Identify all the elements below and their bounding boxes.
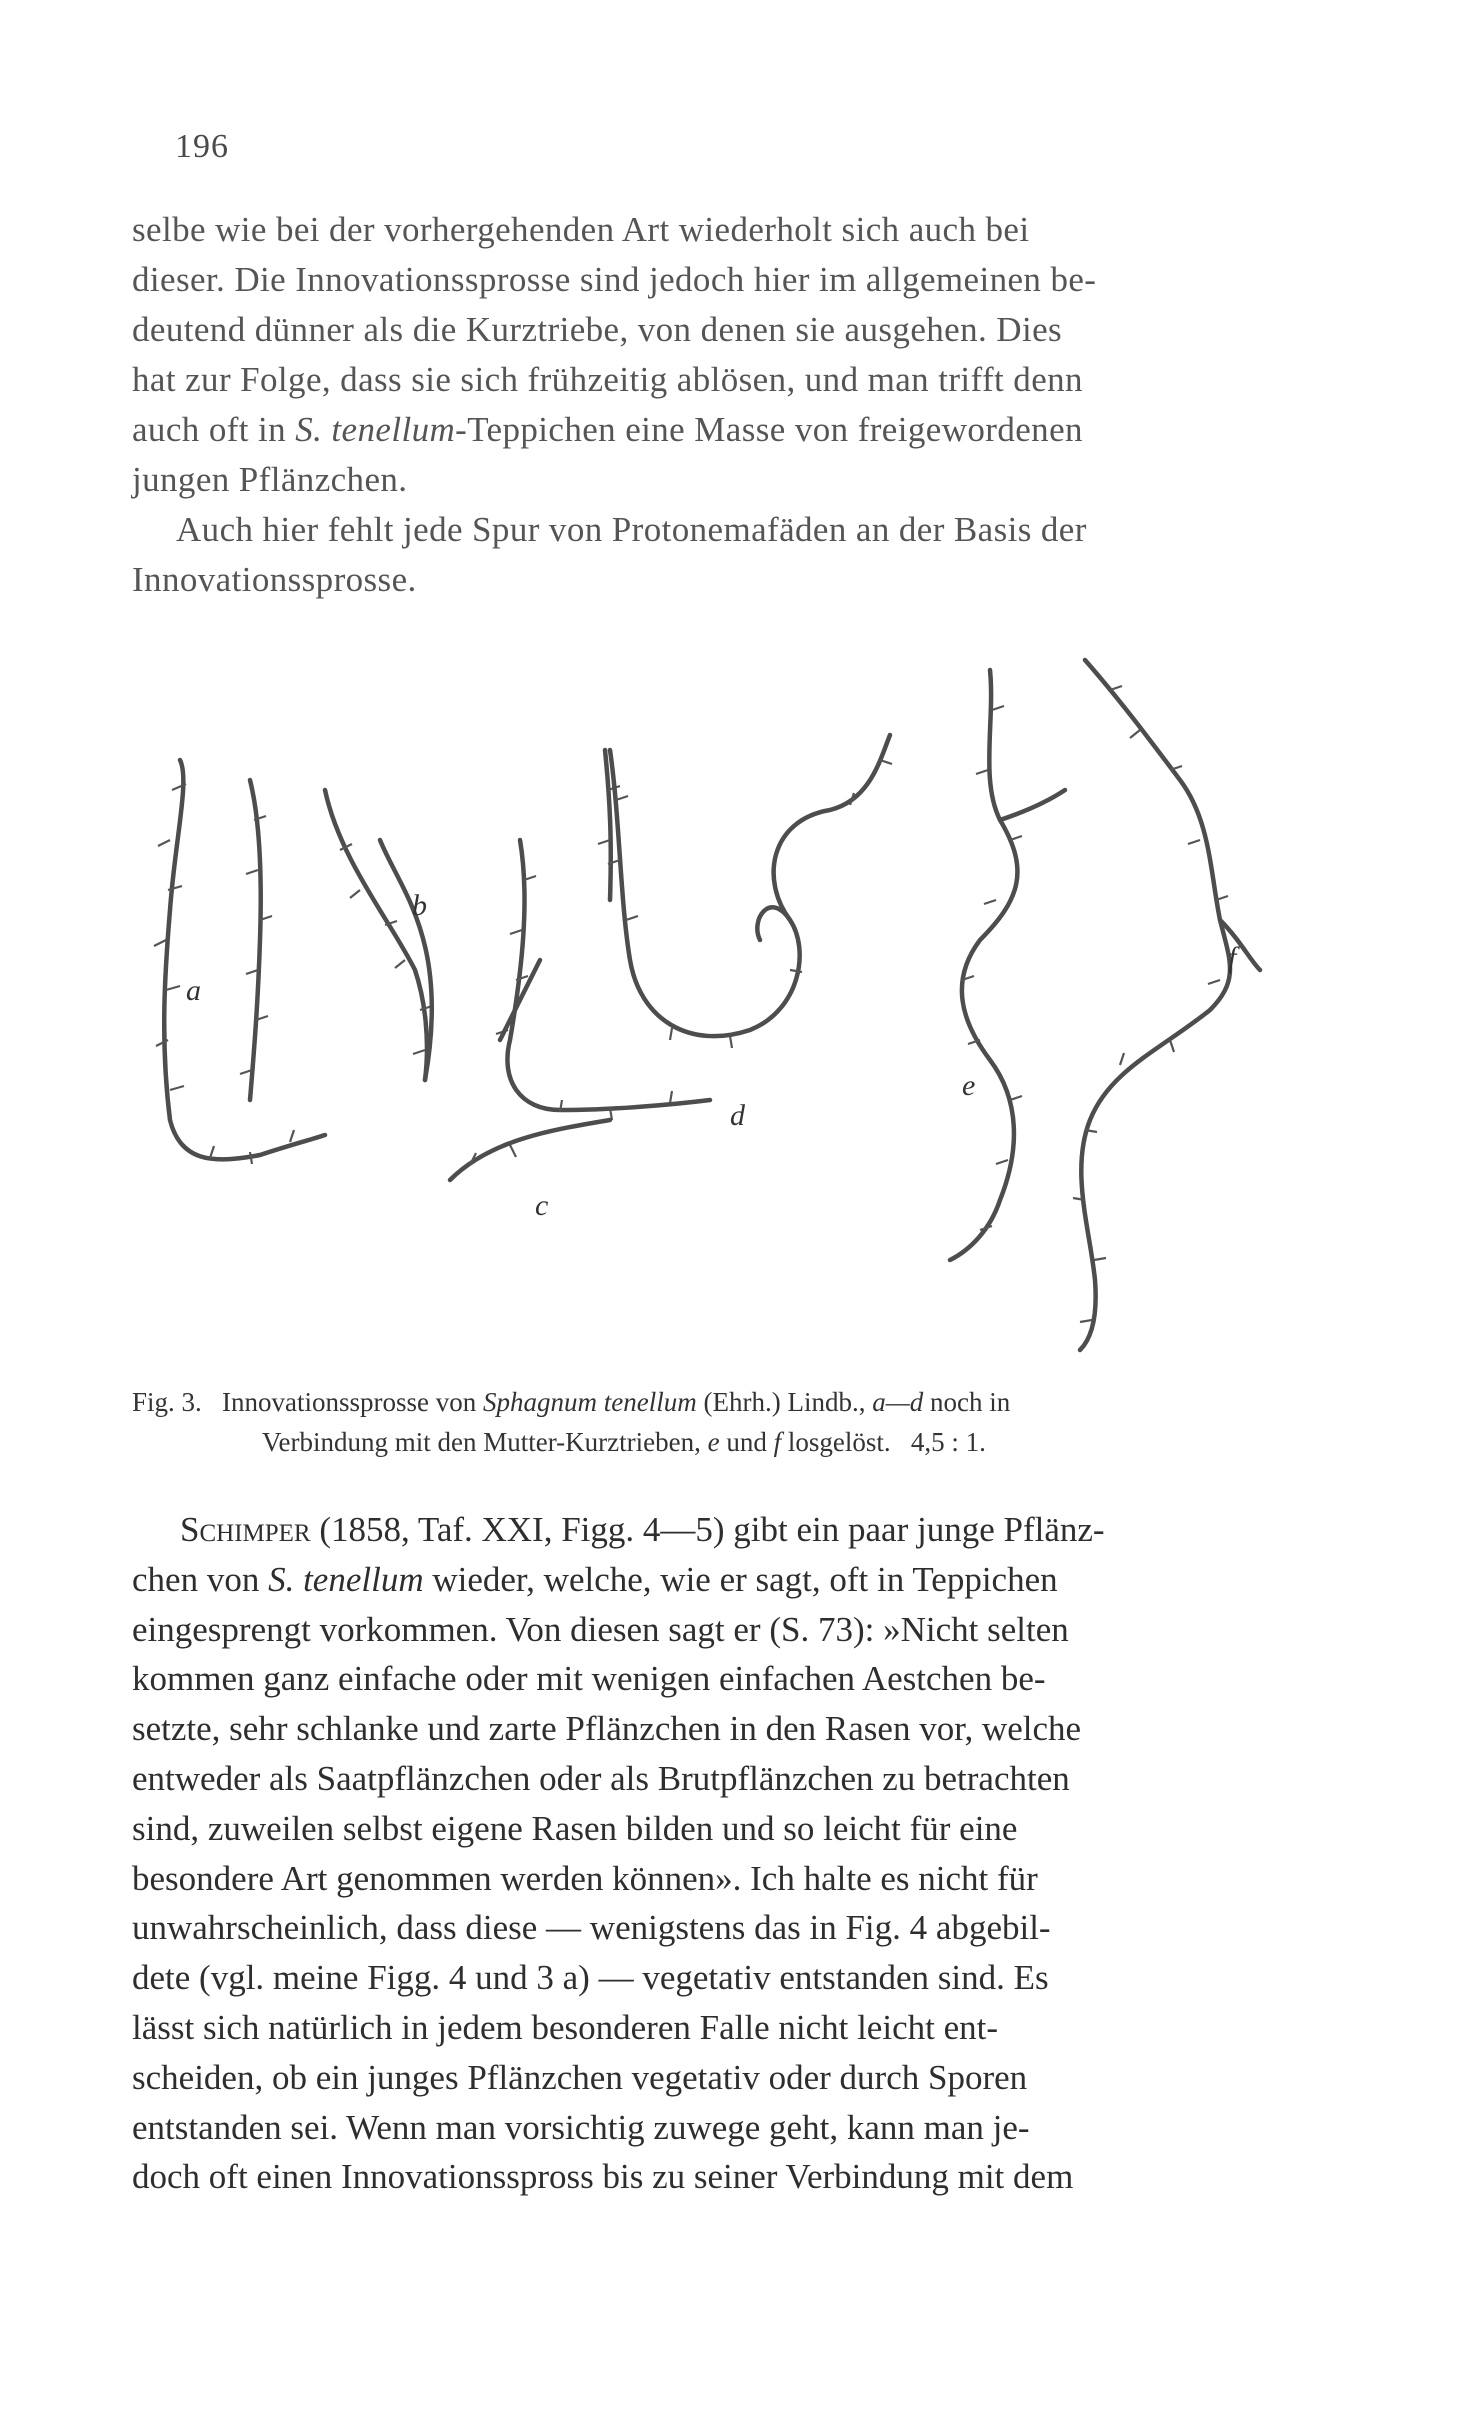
text-line: jungen Pflänzchen. [132,460,408,499]
text-line: scheiden, ob ein junges Pflänzchen vegetativ oder durch Sporen [132,2057,1028,2097]
text-line: entweder als Saatpflänzchen oder als Brutpflänzchen zu betrachten [132,1758,1070,1798]
text-line [132,1505,1394,1555]
text-line: eingesprengt vorkommen. Von diesen sagt er (S. 73): »Nicht selten [132,1609,1069,1649]
text-span: (1858, Taf. XXI, Figg. 4—5) gibt ein paar junge Pflänz- [310,1510,1105,1549]
caption-f: f [773,1427,782,1457]
caption-text: (Ehrh.) Lindb., [703,1387,866,1417]
upper-text [132,205,1394,605]
caption-text: Innovationssprosse von [222,1387,477,1417]
text-line [132,1555,1394,1605]
lower-text [132,1505,1394,2202]
text-line: selbe wie bei der vorhergehenden Art wiederholt sich auch bei [132,210,1030,249]
text-line: setzte, sehr schlanke und zarte Pflänzchen in den Rasen vor, welche [132,1709,1082,1749]
page-number: 196 [175,128,229,165]
text-span: auch oft in [132,410,296,449]
text-line: Innovationssprosse. [132,560,417,599]
label-d: d [730,1099,745,1132]
shoot-b [325,790,432,1080]
label-a: a [186,974,201,1007]
text-line: lässt sich natürlich in jedem besonderen Falle nicht leicht ent- [132,2007,998,2047]
caption-text: Verbindung mit den Mutter-Kurztrieben, [262,1427,701,1457]
text-line: hat zur Folge, dass sie sich frühzeitig ablösen, und man trifft denn [132,360,1083,399]
caption-range: a—d [872,1387,924,1417]
label-b: b [412,889,427,922]
text-line [132,405,1394,455]
shoot-a [154,760,325,1164]
text-line: doch oft einen Innovationsspross bis zu seiner Verbindung mit dem [132,2157,1074,2197]
text-line: unwahrscheinlich, dass diese — wenigstens das in Fig. 4 abgebil- [132,1908,1051,1948]
text-line: kommen ganz einfache oder mit wenigen einfachen Aestchen be- [132,1659,1046,1699]
label-f: f [1228,941,1237,974]
label-e: e [962,1069,976,1102]
text-span: chen von [132,1559,269,1599]
text-line: sind, zuweilen selbst eigene Rasen bilden und so leicht für eine [132,1808,1018,1848]
figure-caption [132,1382,1394,1462]
caption-line-1 [132,1382,1394,1422]
text-span: -Teppichen eine Masse von freigewordenen [455,410,1083,449]
shoot-d [608,735,892,1132]
caption-e: e [707,1427,720,1457]
caption-fig-number: Fig. 3. [132,1387,202,1417]
text-line: besondere Art genommen werden können». Ich halte es nicht für [132,1858,1038,1898]
text-line: deutend dünner als die Kurztriebe, von denen sie ausgehen. Dies [132,310,1063,349]
caption-text: losgelöst. [787,1427,891,1457]
caption-text: noch in [929,1387,1011,1417]
figure-3-illustration [150,640,1380,1370]
text-line: dete (vgl. meine Figg. 4 und 3 a) — vegetativ entstanden sind. Es [132,1958,1049,1998]
shoot-e [950,670,1065,1260]
caption-line-2 [132,1422,1394,1462]
caption-species: Sphagnum tenellum [483,1387,697,1417]
author-name: Schimper [180,1510,311,1549]
text-line: dieser. Die Innovationssprosse sind jedoch hier im allgemeinen be- [132,260,1097,299]
species-name: S. tenellum [295,410,456,449]
text-line: Auch hier fehlt jede Spur von Protonemafäden an der Basis der [176,510,1087,549]
text-line: entstanden sei. Wenn man vorsichtig zuwege geht, kann man je- [132,2107,1030,2147]
text-span: wieder, welche, wie er sagt, oft in Teppichen [423,1559,1058,1599]
label-c: c [535,1189,549,1222]
species-name: S. tenellum [268,1559,424,1599]
caption-text: und [726,1427,767,1457]
shoot-f [1073,660,1260,1350]
caption-scale: 4,5 : 1. [910,1427,986,1457]
shoot-c [450,750,710,1222]
